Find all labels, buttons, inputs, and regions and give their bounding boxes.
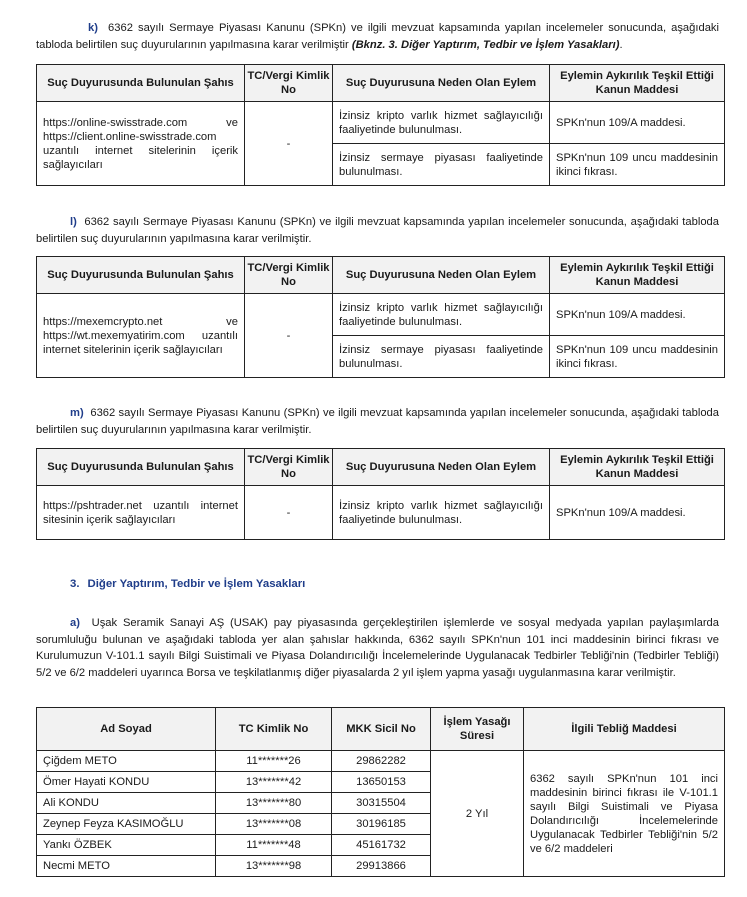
- name-cell: Ömer Hayati KONDU: [37, 772, 216, 793]
- header-person: Suç Duyurusunda Bulunulan Şahıs: [37, 257, 245, 294]
- mkk-cell: 29913866: [332, 856, 431, 877]
- header-id: TC/Vergi Kimlik No: [245, 449, 333, 486]
- item-label-k: k): [88, 22, 98, 34]
- law-cell: SPKn'nun 109/A maddesi.: [550, 102, 725, 144]
- tc-cell: 13*******98: [216, 856, 332, 877]
- mkk-cell: 30196185: [332, 814, 431, 835]
- header-action: Suç Duyurusuna Neden Olan Eylem: [333, 257, 550, 294]
- tc-cell: 13*******80: [216, 793, 332, 814]
- id-cell: -: [245, 486, 333, 540]
- header-action: Suç Duyurusuna Neden Olan Eylem: [333, 65, 550, 102]
- header-id: TC/Vergi Kimlik No: [245, 257, 333, 294]
- table-row: [37, 751, 725, 772]
- table-header-row: [37, 708, 725, 751]
- paragraph-m-text: 6362 sayılı Sermaye Piyasası Kanunu (SPKn) ve ilgili mevzuat kapsamında yapılan incelemeler sonucunda, aşağıdaki tabloda belirtilen suç duyurularının yapılmasına karar verilmiştir.: [36, 407, 719, 436]
- header-law: Eylemin Aykırılık Teşkil Ettiği Kanun Maddesi: [550, 449, 725, 486]
- action-cell: İzinsiz kripto varlık hizmet sağlayıcılığı faaliyetinde bulunulması.: [333, 102, 550, 144]
- section-title: Diğer Yaptırım, Tedbir ve İşlem Yasakları: [87, 578, 306, 590]
- header-person: Suç Duyurusunda Bulunulan Şahıs: [37, 449, 245, 486]
- paragraph-l: [36, 214, 719, 247]
- paragraph-a: [36, 615, 719, 681]
- name-cell: Yankı ÖZBEK: [37, 835, 216, 856]
- table-header-row: [37, 65, 725, 102]
- action-cell: İzinsiz kripto varlık hizmet sağlayıcılığı faaliyetinde bulunulması.: [333, 486, 550, 540]
- header-name: Ad Soyad: [37, 708, 216, 751]
- name-cell: Çiğdem METO: [37, 751, 216, 772]
- item-label-a: a): [70, 617, 80, 629]
- table-row: [37, 294, 725, 336]
- law-cell: SPKn'nun 109 uncu maddesinin ikinci fıkrası.: [550, 144, 725, 186]
- table-header-row: [37, 449, 725, 486]
- header-mkk: MKK Sicil No: [332, 708, 431, 751]
- name-cell: Zeynep Feyza KASIMOĞLU: [37, 814, 216, 835]
- header-id: TC/Vergi Kimlik No: [245, 65, 333, 102]
- complaint-table-l: [36, 256, 725, 378]
- name-cell: Ali KONDU: [37, 793, 216, 814]
- tc-cell: 11*******26: [216, 751, 332, 772]
- header-duration: İşlem Yasağı Süresi: [431, 708, 524, 751]
- complaint-table-m: [36, 448, 725, 540]
- section-number: 3.: [70, 578, 80, 590]
- header-article: İlgili Tebliğ Maddesi: [524, 708, 725, 751]
- header-law: Eylemin Aykırılık Teşkil Ettiği Kanun Maddesi: [550, 65, 725, 102]
- law-cell: SPKn'nun 109/A maddesi.: [550, 294, 725, 336]
- duration-cell: 2 Yıl: [431, 751, 524, 877]
- action-cell: İzinsiz kripto varlık hizmet sağlayıcılığı faaliyetinde bulunulması.: [333, 294, 550, 336]
- mkk-cell: 45161732: [332, 835, 431, 856]
- section-3-heading: [70, 578, 305, 590]
- mkk-cell: 30315504: [332, 793, 431, 814]
- person-cell: https://pshtrader.net uzantılı internet sitesinin içerik sağlayıcıları: [37, 486, 245, 540]
- id-cell: -: [245, 102, 333, 186]
- mkk-cell: 29862282: [332, 751, 431, 772]
- header-action: Suç Duyurusuna Neden Olan Eylem: [333, 449, 550, 486]
- paragraph-k: [36, 20, 719, 53]
- table-header-row: [37, 257, 725, 294]
- paragraph-k-reference: (Bknz. 3. Diğer Yaptırım, Tedbir ve İşlem Yasakları): [351, 38, 620, 51]
- name-cell: Necmi METO: [37, 856, 216, 877]
- table-row: [37, 102, 725, 144]
- paragraph-k-end: .: [619, 38, 623, 51]
- mkk-cell: 13650153: [332, 772, 431, 793]
- header-person: Suç Duyurusunda Bulunulan Şahıs: [37, 65, 245, 102]
- paragraph-l-text: 6362 sayılı Sermaye Piyasası Kanunu (SPKn) ve ilgili mevzuat kapsamında yapılan incelemeler sonucunda, aşağıdaki tabloda belirtilen suç duyurularının yapılmasına karar verilmiştir.: [36, 216, 719, 245]
- tc-cell: 13*******42: [216, 772, 332, 793]
- trading-ban-table: [36, 707, 725, 877]
- law-cell: SPKn'nun 109/A maddesi.: [550, 486, 725, 540]
- tc-cell: 11*******48: [216, 835, 332, 856]
- paragraph-k-text: 6362 sayılı Sermaye Piyasası Kanunu (SPKn) ve ilgili mevzuat kapsamında yapılan incelemeler sonucunda, aşağıdaki tabloda belirtilen suç duyurularının yapılmasına karar verilmiştir: [36, 22, 719, 51]
- tc-cell: 13*******08: [216, 814, 332, 835]
- item-label-l: l): [70, 216, 77, 228]
- action-cell: İzinsiz sermaye piyasası faaliyetinde bulunulması.: [333, 336, 550, 378]
- item-label-m: m): [70, 407, 84, 419]
- table-row: [37, 486, 725, 540]
- id-cell: -: [245, 294, 333, 378]
- header-law: Eylemin Aykırılık Teşkil Ettiği Kanun Maddesi: [550, 257, 725, 294]
- person-cell: https://mexemcrypto.net ve https://wt.mexemyatirim.com uzantılı internet sitelerinin içerik sağlayıcıları: [37, 294, 245, 378]
- header-tc: TC Kimlik No: [216, 708, 332, 751]
- article-cell: 6362 sayılı SPKn'nun 101 inci maddesinin birinci fıkrası ile V-101.1 sayılı Bilgi Suistimali ve Piyasa Dolandırıcılığı İncelemelerinde Uygulanacak Tedbirler Tebliği'nin 5/2 ve 6/2 maddeleri: [524, 751, 725, 877]
- person-cell: https://online-swisstrade.com ve https://client.online-swisstrade.com uzantılı internet sitelerinin içerik sağlayıcıları: [37, 102, 245, 186]
- paragraph-m: [36, 405, 719, 438]
- paragraph-a-text: Uşak Seramik Sanayi AŞ (USAK) pay piyasasında gerçekleştirilen işlemlerde ve sosyal medyada yapılan paylaşımlarda sorumluluğu bulunan ve aşağıdaki tabloda yer alan şahıslar hakkında, 6362 sayılı SPKn'nun 101 inci maddesinin birinci fıkrası ve Kurulumuzun V-101.1 sayılı Bilgi Suistimali ve Piyasa Dolandırıcılığı İncelemelerinde Uygulanacak Tedbirler Tebliği'nin (Tedbirler Tebliği) 5/2 ve 6/2 maddeleri uyarınca Borsa ve teşkilatlanmış diğer piyasalarda 2 yıl işlem yapma yasağı uygulanmasına karar verilmiştir.: [36, 617, 720, 679]
- action-cell: İzinsiz sermaye piyasası faaliyetinde bulunulması.: [333, 144, 550, 186]
- complaint-table-k: [36, 64, 725, 186]
- law-cell: SPKn'nun 109 uncu maddesinin ikinci fıkrası.: [550, 336, 725, 378]
